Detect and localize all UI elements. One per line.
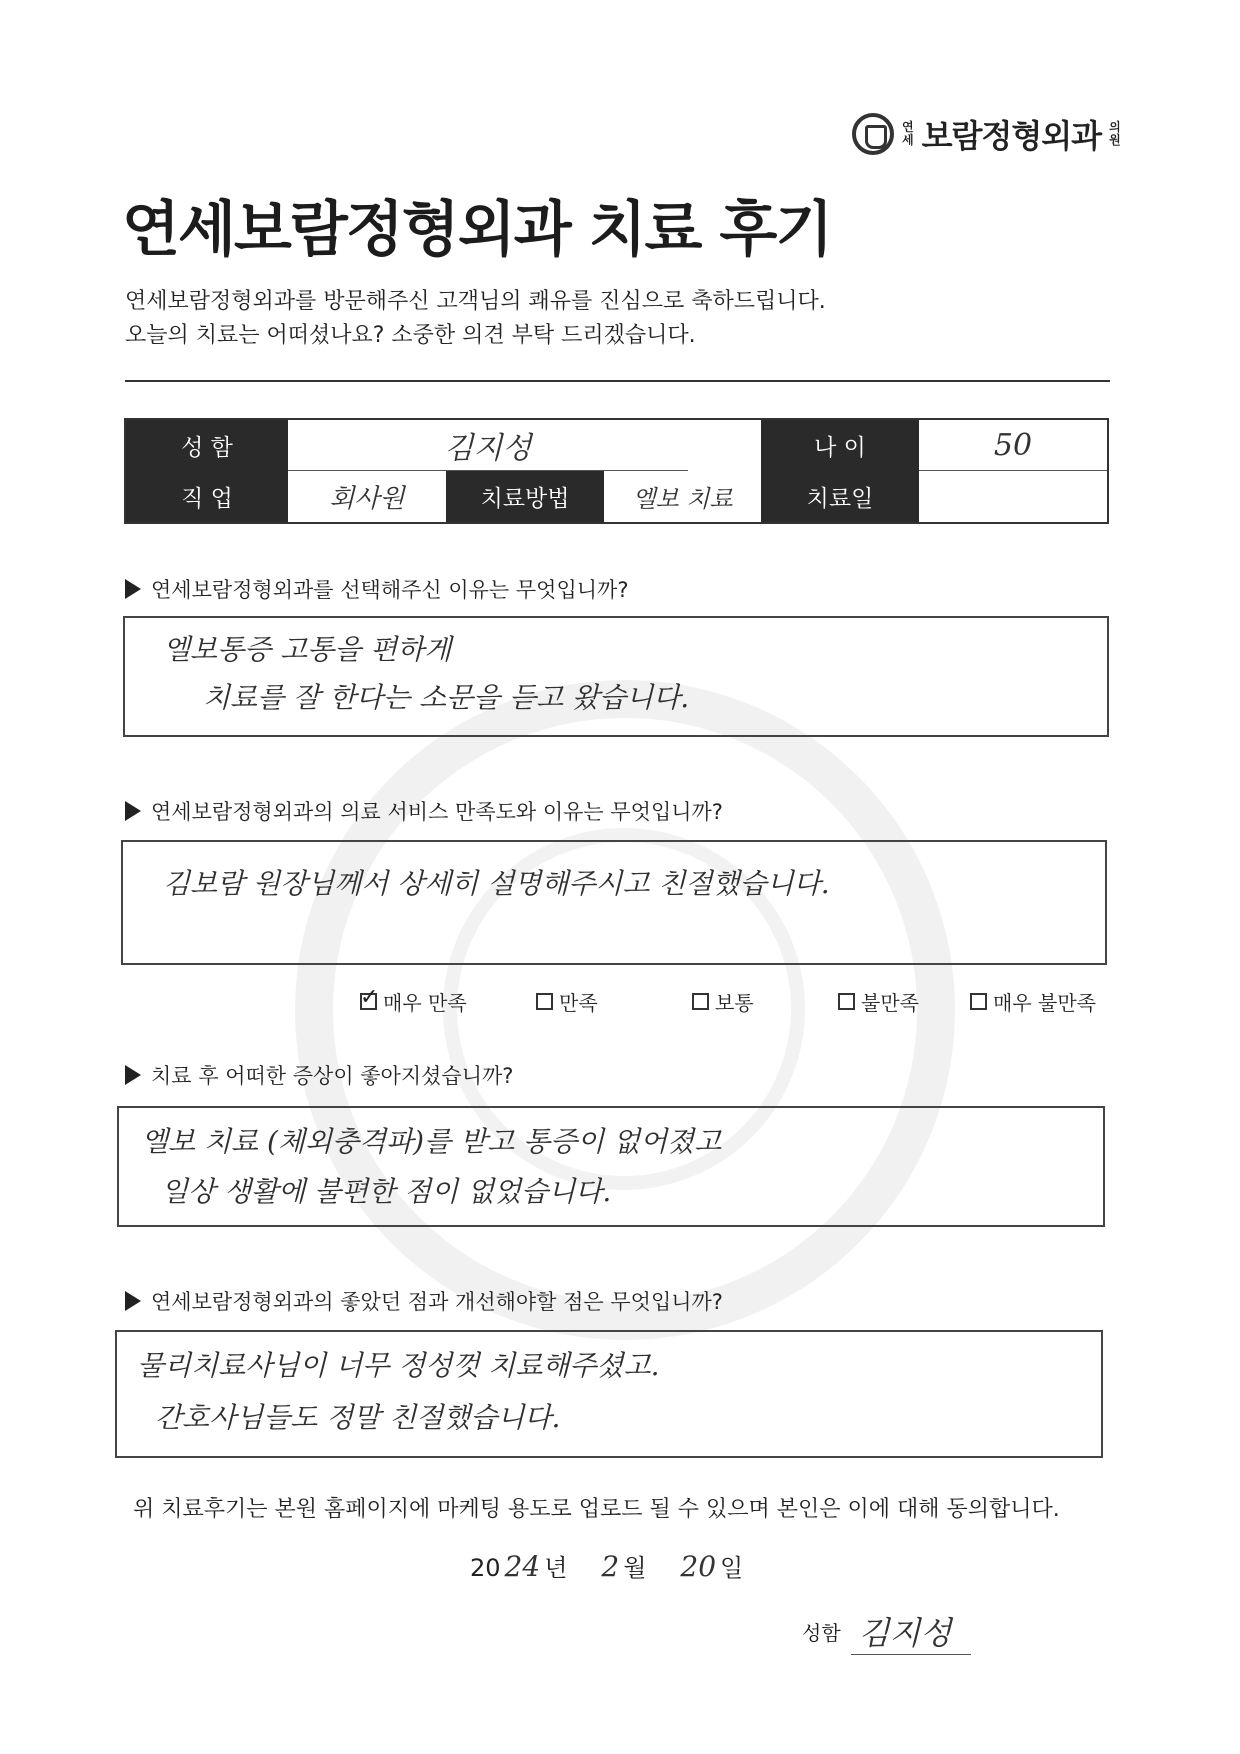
method-label: 치료방법	[446, 471, 604, 522]
triangle-bullet-icon	[125, 579, 141, 599]
job-value: 회사원	[329, 484, 405, 514]
treatment-date-label: 치료일	[761, 471, 919, 522]
checkbox-checked-icon[interactable]	[360, 993, 377, 1010]
question-4: 연세보람정형외과의 좋았던 점과 개선해야할 점은 무엇입니까?	[125, 1286, 723, 1316]
header-divider	[125, 380, 1110, 382]
answer-4-line-2: 간호사님들도 정말 친절했습니다.	[155, 1401, 561, 1434]
answer-box-4	[115, 1330, 1103, 1458]
logo-text: 보람정형외과	[921, 117, 1102, 155]
name-value: 김지성	[288, 420, 688, 471]
name-label: 성 함	[126, 420, 288, 471]
triangle-bullet-icon	[125, 1065, 141, 1085]
page-title: 연세보람정형외과 치료 후기	[122, 195, 832, 265]
triangle-bullet-icon	[125, 1291, 141, 1311]
answer-box-1	[123, 616, 1109, 737]
signature-label: 성함	[802, 1621, 841, 1645]
clinic-logo	[852, 110, 1121, 158]
answer-3-line-2: 일상 생활에 불편한 점이 없었습니다.	[161, 1175, 612, 1208]
logo-suffix: 의 원	[1109, 120, 1121, 147]
signature-line	[802, 1608, 971, 1655]
signature-date: 20 24 년 2 월 20 일	[470, 1550, 744, 1583]
checkbox-icon[interactable]	[692, 993, 709, 1010]
answer-3-line-1: 엘보 치료 (체외충격파)를 받고 통증이 없어졌고	[141, 1125, 722, 1158]
signature-value: 김지성	[851, 1608, 972, 1655]
intro-line-1: 연세보람정형외과를 방문해주신 고객님의 쾌유를 진심으로 축하드립니다.	[125, 289, 826, 314]
triangle-bullet-icon	[125, 801, 141, 821]
satisfaction-very-dissatisfied[interactable]: 매우 불만족	[970, 987, 1096, 1016]
satisfaction-satisfied[interactable]: 만족	[536, 987, 598, 1016]
patient-info-table	[124, 418, 1109, 524]
satisfaction-very-satisfied[interactable]: ✓ 매우 만족	[360, 987, 467, 1016]
clinic-emblem-icon	[852, 113, 894, 155]
satisfaction-neutral[interactable]: 보통	[692, 987, 754, 1016]
answer-4-line-1: 물리치료사님이 너무 정성껏 치료해주셨고.	[137, 1349, 660, 1382]
method-value: 엘보 치료	[632, 485, 733, 513]
job-label: 직 업	[126, 471, 288, 522]
checkbox-icon[interactable]	[536, 993, 553, 1010]
checkbox-icon[interactable]	[838, 993, 855, 1010]
answer-box-3	[117, 1106, 1105, 1227]
question-1: 연세보람정형외과를 선택해주신 이유는 무엇입니까?	[125, 574, 628, 604]
answer-box-2	[121, 840, 1107, 965]
question-2: 연세보람정형외과의 의료 서비스 만족도와 이유는 무엇입니까?	[125, 796, 723, 826]
answer-1-line-2: 치료를 잘 한다는 소문을 듣고 왔습니다.	[203, 681, 690, 714]
checkbox-icon[interactable]	[970, 993, 987, 1010]
intro-line-2: 오늘의 치료는 어떠셨나요? 소중한 의견 부탁 드리겠습니다.	[125, 323, 696, 348]
age-value: 50	[919, 420, 1107, 471]
question-3: 치료 후 어떠한 증상이 좋아지셨습니까?	[125, 1060, 513, 1090]
consent-statement: 위 치료후기는 본원 홈페이지에 마케팅 용도로 업로드 될 수 있으며 본인은 이에 대해 동의합니다.	[133, 1497, 1060, 1522]
answer-2-line-1: 김보람 원장님께서 상세히 설명해주시고 친절했습니다.	[163, 867, 830, 900]
logo-prefix: 연 세	[902, 120, 914, 147]
treatment-date-value	[919, 471, 1107, 522]
age-label: 나 이	[761, 420, 919, 471]
satisfaction-dissatisfied[interactable]: 불만족	[838, 987, 919, 1016]
answer-1-line-1: 엘보통증 고통을 편하게	[163, 633, 452, 666]
